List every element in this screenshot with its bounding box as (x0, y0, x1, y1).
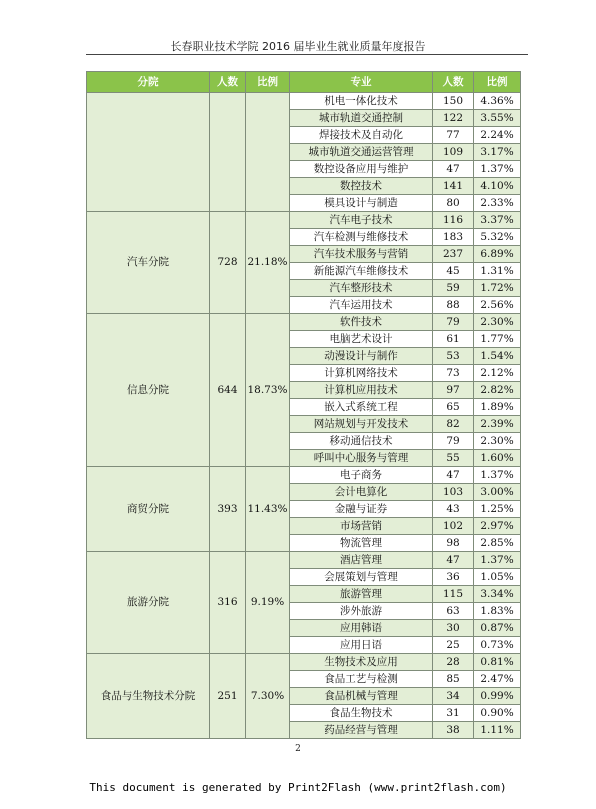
major-ratio: 1.77% (474, 331, 521, 348)
college-name: 信息分院 (87, 314, 210, 467)
major-ratio: 1.37% (474, 552, 521, 569)
major-ratio: 5.32% (474, 229, 521, 246)
major-ratio: 2.39% (474, 416, 521, 433)
table-row (87, 654, 521, 671)
college-count (210, 93, 246, 212)
college-ratio: 11.43% (246, 467, 290, 552)
major-count: 47 (433, 467, 474, 484)
major-ratio: 1.60% (474, 450, 521, 467)
major-count: 65 (433, 399, 474, 416)
graduate-distribution-table (86, 71, 521, 739)
major-ratio: 2.82% (474, 382, 521, 399)
major-ratio: 0.87% (474, 620, 521, 637)
major-name: 焊接技术及自动化 (290, 127, 433, 144)
report-header-title: 长春职业技术学院 2016 届毕业生就业质量年度报告 (170, 40, 426, 53)
table-body (87, 93, 521, 739)
major-ratio: 2.33% (474, 195, 521, 212)
major-name: 物流管理 (290, 535, 433, 552)
major-name: 软件技术 (290, 314, 433, 331)
major-ratio: 0.81% (474, 654, 521, 671)
major-ratio: 1.11% (474, 722, 521, 739)
header-divider (86, 54, 528, 55)
major-count: 103 (433, 484, 474, 501)
major-ratio: 2.97% (474, 518, 521, 535)
major-name: 电脑艺术设计 (290, 331, 433, 348)
major-name: 应用韩语 (290, 620, 433, 637)
major-ratio: 4.36% (474, 93, 521, 110)
major-ratio: 3.37% (474, 212, 521, 229)
major-name: 城市轨道交通控制 (290, 110, 433, 127)
table-row (87, 552, 521, 569)
major-ratio: 4.10% (474, 178, 521, 195)
major-count: 61 (433, 331, 474, 348)
major-name: 数控设备应用与维护 (290, 161, 433, 178)
major-ratio: 2.56% (474, 297, 521, 314)
major-name: 机电一体化技术 (290, 93, 433, 110)
major-count: 116 (433, 212, 474, 229)
major-name: 模具设计与制造 (290, 195, 433, 212)
major-ratio: 1.05% (474, 569, 521, 586)
college-count: 251 (210, 654, 246, 739)
table-header-row (87, 72, 521, 93)
major-name: 旅游管理 (290, 586, 433, 603)
major-count: 47 (433, 552, 474, 569)
college-ratio: 7.30% (246, 654, 290, 739)
major-name: 会展策划与管理 (290, 569, 433, 586)
major-ratio: 1.72% (474, 280, 521, 297)
major-count: 80 (433, 195, 474, 212)
major-name: 计算机网络技术 (290, 365, 433, 382)
major-ratio: 2.12% (474, 365, 521, 382)
major-count: 150 (433, 93, 474, 110)
college-count: 393 (210, 467, 246, 552)
major-ratio: 3.55% (474, 110, 521, 127)
major-count: 53 (433, 348, 474, 365)
major-ratio: 3.34% (474, 586, 521, 603)
generator-note: This document is generated by Print2Flash (www.print2flash.com) (89, 781, 507, 794)
college-ratio: 21.18% (246, 212, 290, 314)
major-ratio: 3.17% (474, 144, 521, 161)
major-count: 79 (433, 433, 474, 450)
major-name: 应用日语 (290, 637, 433, 654)
major-name: 计算机应用技术 (290, 382, 433, 399)
major-count: 88 (433, 297, 474, 314)
major-count: 38 (433, 722, 474, 739)
major-name: 汽车电子技术 (290, 212, 433, 229)
major-count: 34 (433, 688, 474, 705)
major-name: 药品经营与管理 (290, 722, 433, 739)
college-name: 旅游分院 (87, 552, 210, 654)
column-header-college: 分院 (87, 72, 210, 93)
major-count: 45 (433, 263, 474, 280)
major-ratio: 2.47% (474, 671, 521, 688)
major-ratio: 1.89% (474, 399, 521, 416)
major-name: 生物技术及应用 (290, 654, 433, 671)
major-count: 183 (433, 229, 474, 246)
column-header-major-ratio: 比例 (474, 72, 521, 93)
major-ratio: 1.31% (474, 263, 521, 280)
major-ratio: 1.54% (474, 348, 521, 365)
page-number: 2 (295, 744, 301, 754)
major-ratio: 2.85% (474, 535, 521, 552)
major-count: 55 (433, 450, 474, 467)
major-count: 47 (433, 161, 474, 178)
major-count: 73 (433, 365, 474, 382)
major-ratio: 2.30% (474, 314, 521, 331)
major-count: 59 (433, 280, 474, 297)
major-count: 237 (433, 246, 474, 263)
major-ratio: 3.00% (474, 484, 521, 501)
table-row (87, 467, 521, 484)
major-count: 141 (433, 178, 474, 195)
major-count: 115 (433, 586, 474, 603)
major-count: 25 (433, 637, 474, 654)
major-name: 网站规划与开发技术 (290, 416, 433, 433)
college-name: 汽车分院 (87, 212, 210, 314)
table-row (87, 212, 521, 229)
major-count: 97 (433, 382, 474, 399)
major-count: 79 (433, 314, 474, 331)
major-ratio: 6.89% (474, 246, 521, 263)
major-ratio: 0.99% (474, 688, 521, 705)
major-count: 28 (433, 654, 474, 671)
major-name: 会计电算化 (290, 484, 433, 501)
major-count: 30 (433, 620, 474, 637)
major-ratio: 1.37% (474, 467, 521, 484)
major-name: 涉外旅游 (290, 603, 433, 620)
major-count: 122 (433, 110, 474, 127)
major-name: 电子商务 (290, 467, 433, 484)
major-name: 汽车整形技术 (290, 280, 433, 297)
major-count: 82 (433, 416, 474, 433)
major-name: 数控技术 (290, 178, 433, 195)
major-count: 85 (433, 671, 474, 688)
major-name: 新能源汽车维修技术 (290, 263, 433, 280)
major-name: 呼叫中心服务与管理 (290, 450, 433, 467)
major-name: 动漫设计与制作 (290, 348, 433, 365)
major-count: 43 (433, 501, 474, 518)
major-count: 63 (433, 603, 474, 620)
major-name: 嵌入式系统工程 (290, 399, 433, 416)
major-name: 金融与证券 (290, 501, 433, 518)
major-name: 食品工艺与检测 (290, 671, 433, 688)
major-name: 酒店管理 (290, 552, 433, 569)
column-header-college-ratio: 比例 (246, 72, 290, 93)
major-name: 食品生物技术 (290, 705, 433, 722)
college-count: 728 (210, 212, 246, 314)
column-header-major-count: 人数 (433, 72, 474, 93)
major-name: 汽车运用技术 (290, 297, 433, 314)
major-name: 食品机械与管理 (290, 688, 433, 705)
major-ratio: 1.25% (474, 501, 521, 518)
major-name: 汽车检测与维修技术 (290, 229, 433, 246)
major-ratio: 2.24% (474, 127, 521, 144)
college-name: 食品与生物技术分院 (87, 654, 210, 739)
table-row (87, 314, 521, 331)
major-count: 31 (433, 705, 474, 722)
major-ratio: 1.37% (474, 161, 521, 178)
major-name: 城市轨道交通运营管理 (290, 144, 433, 161)
column-header-college-count: 人数 (210, 72, 246, 93)
major-ratio: 2.30% (474, 433, 521, 450)
major-ratio: 0.90% (474, 705, 521, 722)
major-count: 98 (433, 535, 474, 552)
major-ratio: 0.73% (474, 637, 521, 654)
college-count: 644 (210, 314, 246, 467)
college-ratio (246, 93, 290, 212)
major-name: 市场营销 (290, 518, 433, 535)
column-header-major: 专业 (290, 72, 433, 93)
college-count: 316 (210, 552, 246, 654)
major-name: 汽车技术服务与营销 (290, 246, 433, 263)
major-ratio: 1.83% (474, 603, 521, 620)
college-name: 商贸分院 (87, 467, 210, 552)
major-count: 36 (433, 569, 474, 586)
college-ratio: 18.73% (246, 314, 290, 467)
major-name: 移动通信技术 (290, 433, 433, 450)
major-count: 102 (433, 518, 474, 535)
college-ratio: 9.19% (246, 552, 290, 654)
table-row (87, 93, 521, 110)
major-count: 109 (433, 144, 474, 161)
college-name (87, 93, 210, 212)
major-count: 77 (433, 127, 474, 144)
